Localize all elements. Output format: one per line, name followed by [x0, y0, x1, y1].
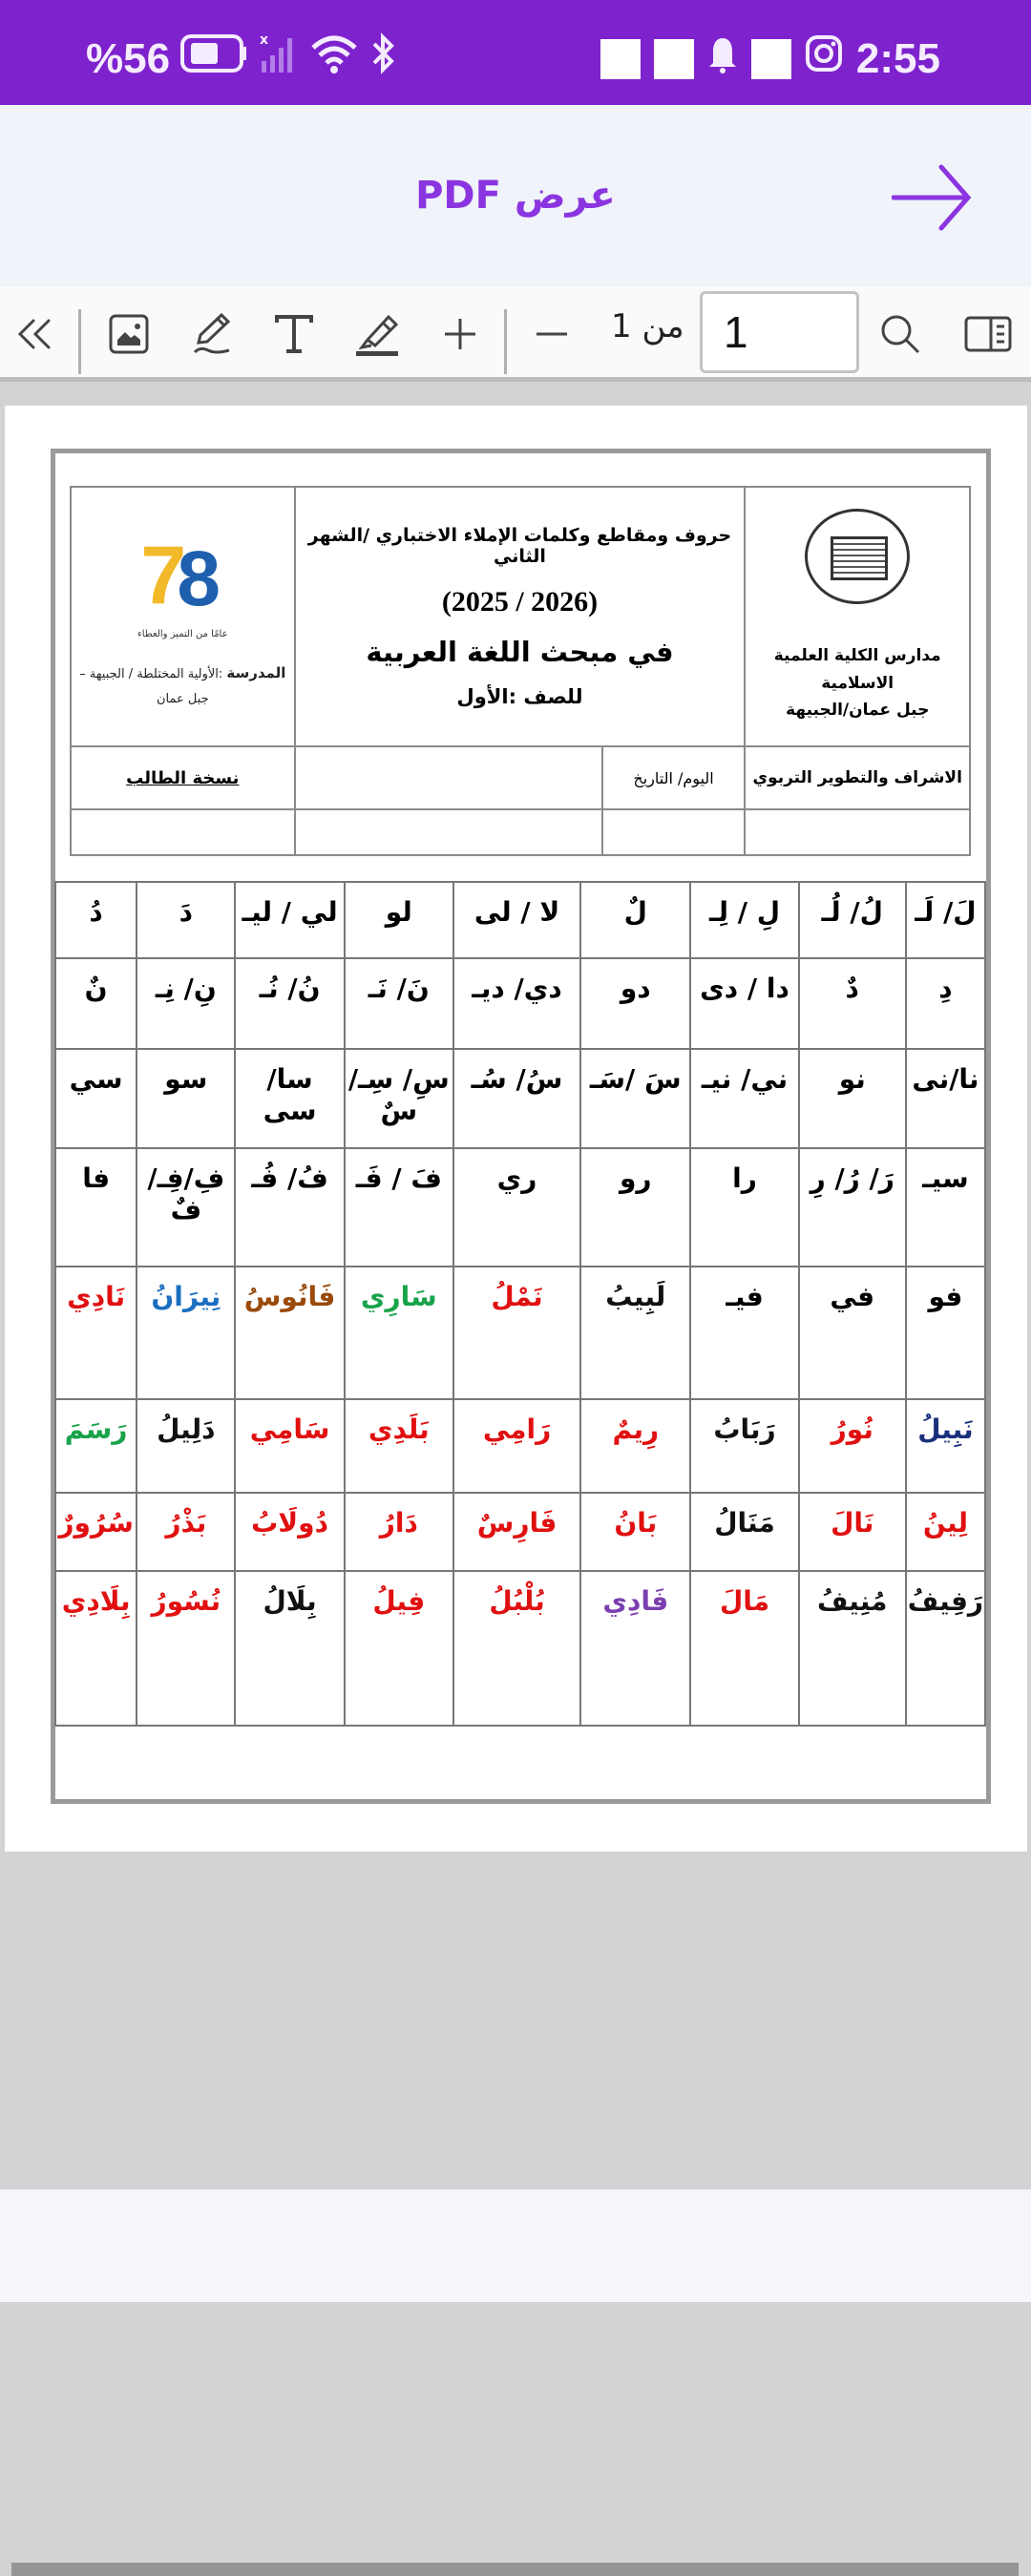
text-icon — [273, 313, 315, 355]
78th-anniversary-logo: 7 8 عامًا من التميز والعطاء — [135, 527, 230, 632]
school-name: :الأولية المختلطة / الجبيهة – — [79, 667, 223, 681]
grid-cell: دُ — [55, 882, 137, 958]
battery-icon — [179, 33, 248, 84]
logo-cell — [71, 487, 295, 746]
grid-cell: دٌ — [799, 958, 906, 1049]
signature-pen-icon — [191, 312, 235, 356]
grid-cell: لِينُ — [906, 1493, 985, 1571]
zoom-out-button[interactable] — [523, 286, 580, 382]
blank-cell — [745, 809, 970, 855]
grid-cell: فَانُوسُ — [235, 1267, 344, 1399]
grid-cell: لٌ — [580, 882, 690, 958]
blank-cell — [295, 809, 602, 855]
grid-cell: فَ / فَـ — [345, 1148, 453, 1267]
grid-cell: فِيلُ — [345, 1571, 453, 1726]
grid-cell: فا — [55, 1148, 137, 1267]
grid-cell: مَنَالُ — [690, 1493, 798, 1571]
add-text-button[interactable] — [265, 286, 323, 382]
school-emblem — [805, 509, 910, 604]
grid-cell: دِ — [906, 958, 985, 1049]
grid-cell: رِيمٌ — [580, 1399, 690, 1493]
grid-cell: ني/ نيـ — [690, 1049, 798, 1148]
side-panel-icon — [964, 315, 1012, 353]
grid-cell: فِ/فِـ/فٌ — [137, 1148, 235, 1267]
grid-cell: نُسُورُ — [137, 1571, 235, 1726]
title-subject: في مبحث اللغة العربية — [366, 636, 674, 668]
grid-cell: نٌ — [55, 958, 137, 1049]
grid-cell: نَ/ نَـ — [345, 958, 453, 1049]
grid-cell: سَامِي — [235, 1399, 344, 1493]
grid-cell: لي / ليـ — [235, 882, 344, 958]
pdf-toolbar — [0, 286, 1031, 382]
day-date-field — [295, 746, 602, 809]
grid-cell: ري — [453, 1148, 580, 1267]
grid-cell: سا/ سى — [235, 1049, 344, 1148]
grid-cell: دُولَابُ — [235, 1493, 344, 1571]
grid-cell: فيـ — [690, 1267, 798, 1399]
grid-cell: في — [799, 1267, 906, 1399]
status-left — [86, 32, 397, 85]
side-panel-button[interactable] — [950, 286, 1026, 382]
grid-cell: نِ/ نِـ — [137, 958, 235, 1049]
clock: 2:55 — [855, 34, 940, 82]
plus-icon — [441, 315, 479, 353]
org-name: مدارس الكلية العلمية الاسلامية — [773, 645, 941, 693]
grid-row — [55, 958, 985, 1049]
grid-cell: فو — [906, 1267, 985, 1399]
bluetooth-icon — [368, 32, 397, 85]
grid-cell: لُ/ لُـ — [799, 882, 906, 958]
page-count-label: من 1 — [611, 307, 684, 346]
notification-square — [751, 39, 791, 79]
image-icon — [108, 313, 150, 355]
grid-cell: سَ /سَـ — [580, 1049, 690, 1148]
grid-cell: فُ/ فُـ — [235, 1148, 344, 1267]
grid-row — [55, 1399, 985, 1493]
dictation-grid — [54, 881, 986, 1727]
school-area: جبل عمان — [156, 692, 209, 706]
grid-cell: نَادِي — [55, 1267, 137, 1399]
grid-cell: دا / دى — [690, 958, 798, 1049]
system-nav-area — [0, 2189, 1031, 2302]
logo-caption: عامًا من التميز والعطاء — [137, 629, 228, 639]
grid-cell: لَ/ لَـ — [906, 882, 985, 958]
student-copy-label — [71, 746, 295, 809]
day-date-label: اليوم/ التاريخ — [602, 746, 746, 809]
grid-cell: سُ/ سُـ — [453, 1049, 580, 1148]
grid-cell: لا / لى — [453, 882, 580, 958]
toolbar-divider — [78, 309, 81, 374]
grid-cell: سُرُورٌ — [55, 1493, 137, 1571]
school-label: المدرسة — [226, 664, 286, 681]
grid-cell: دو — [580, 958, 690, 1049]
grid-cell: لو — [345, 882, 453, 958]
grid-cell: سي — [55, 1049, 137, 1148]
grid-cell: مَالَ — [690, 1571, 798, 1726]
bell-icon — [707, 32, 738, 85]
notification-square — [654, 39, 694, 79]
pdf-page — [5, 406, 1027, 1852]
grid-cell: نُورُ — [799, 1399, 906, 1493]
back-button[interactable] — [892, 164, 974, 231]
grid-cell: دَارُ — [345, 1493, 453, 1571]
instagram-icon — [805, 34, 843, 83]
signal-off-icon — [258, 32, 300, 85]
grid-cell: رَامِي — [453, 1399, 580, 1493]
grid-cell: دَلِيلُ — [137, 1399, 235, 1493]
grid-cell: فَادِي — [580, 1571, 690, 1726]
horizontal-scrollbar[interactable] — [11, 2563, 1019, 2576]
status-bar — [0, 0, 1031, 105]
highlighter-icon — [354, 311, 400, 357]
title-line: حروف ومقاطع وكلمات الإملاء الاختباري /الشهر الثاني — [307, 525, 732, 567]
insert-image-button[interactable] — [100, 286, 158, 382]
grid-cell: رَفِيفُ — [906, 1571, 985, 1726]
grid-cell: رَ/ رُ/ رِ — [799, 1148, 906, 1267]
grid-cell: بِلَالُ — [235, 1571, 344, 1726]
search-icon — [878, 312, 922, 356]
grid-cell: سو — [137, 1049, 235, 1148]
highlight-button[interactable] — [348, 286, 406, 382]
toolbar-divider — [504, 309, 507, 374]
search-button[interactable] — [862, 286, 938, 382]
grid-cell: سَارِي — [345, 1267, 453, 1399]
pdf-viewer[interactable] — [0, 387, 1031, 2176]
student-copy-text: نسخة الطالب — [126, 767, 240, 788]
collapse-toolbar-button[interactable] — [0, 286, 67, 382]
grid-cell: لِ / لِـ — [690, 882, 798, 958]
grid-cell: رَبَابُ — [690, 1399, 798, 1493]
blank-cell — [602, 809, 746, 855]
grid-cell: دي/ ديـ — [453, 958, 580, 1049]
grid-cell: مُنِيفُ — [799, 1571, 906, 1726]
grid-cell: لَبِيبُ — [580, 1267, 690, 1399]
minus-icon — [533, 315, 571, 353]
grid-cell: رو — [580, 1148, 690, 1267]
blank-cell — [71, 809, 295, 855]
grid-cell: نِيرَانُ — [137, 1267, 235, 1399]
wifi-icon — [309, 32, 359, 85]
document-header-table — [70, 486, 971, 856]
grid-cell: نَالَ — [799, 1493, 906, 1571]
grid-cell: نَبِيلُ — [906, 1399, 985, 1493]
grid-row — [55, 1493, 985, 1571]
grid-cell: را — [690, 1148, 798, 1267]
grid-cell: سِ/ سِـ/سٌ — [345, 1049, 453, 1148]
title-cell — [295, 487, 746, 746]
grid-cell: نا/نى — [906, 1049, 985, 1148]
grid-cell: بَانُ — [580, 1493, 690, 1571]
page-title: عرض PDF — [415, 174, 616, 218]
school-org-cell — [745, 487, 970, 746]
double-chevron-left-icon — [14, 315, 53, 353]
supervision-cell: الاشراف والتطوير التربوي — [745, 746, 970, 809]
arrow-right-icon — [892, 217, 974, 235]
grid-row — [55, 1049, 985, 1148]
grid-cell: دَ — [137, 882, 235, 958]
grid-cell: بِلَادِي — [55, 1571, 137, 1726]
grid-row — [55, 1571, 985, 1726]
grid-cell: سيـ — [906, 1148, 985, 1267]
grid-cell: بَذْرُ — [137, 1493, 235, 1571]
notification-square — [600, 39, 641, 79]
grid-row — [55, 1267, 985, 1399]
app-header — [0, 105, 1031, 286]
grid-cell: رَسَمَ — [55, 1399, 137, 1493]
grid-cell: فَارِسٌ — [453, 1493, 580, 1571]
signature-button[interactable] — [184, 286, 242, 382]
zoom-in-button[interactable] — [431, 286, 489, 382]
page-number-input[interactable]: 1 — [700, 291, 859, 373]
battery-percent: %56 — [86, 34, 171, 82]
grid-cell: نَمْلُ — [453, 1267, 580, 1399]
grid-cell: بَلَدِي — [345, 1399, 453, 1493]
grid-cell: نو — [799, 1049, 906, 1148]
svg-text:x: x — [260, 32, 269, 48]
title-year: (2025 / 2026) — [441, 586, 599, 618]
grid-cell: نُ/ نُـ — [235, 958, 344, 1049]
grid-row — [55, 882, 985, 958]
org-location: جبل عمان/الجبيهة — [786, 701, 930, 721]
title-grade: للصف :الأول — [456, 685, 583, 708]
grid-row — [55, 1148, 985, 1267]
status-right — [600, 32, 940, 85]
grid-cell: بُلْبُلُ — [453, 1571, 580, 1726]
